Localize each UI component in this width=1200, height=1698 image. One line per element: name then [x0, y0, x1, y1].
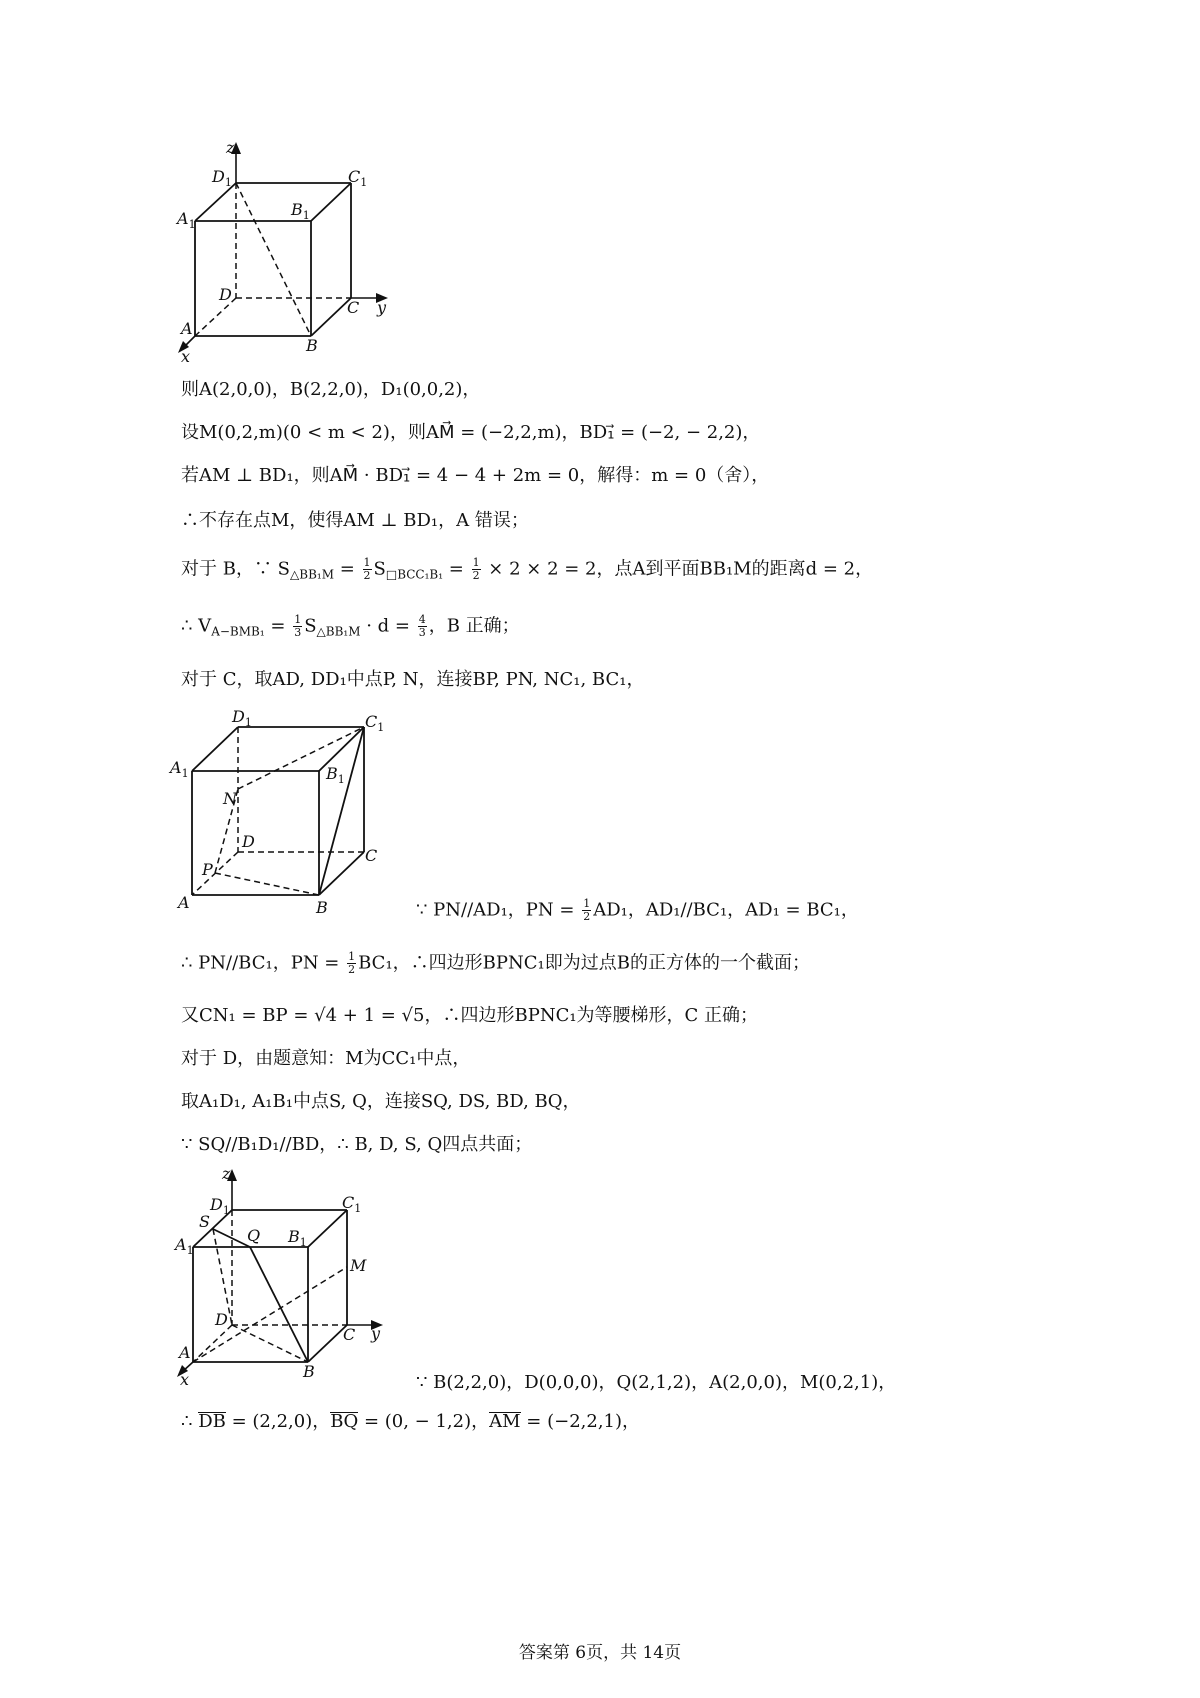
cube-diagram-3 [175, 1165, 415, 1405]
label-A: A [181, 319, 193, 338]
label-C: C [347, 298, 360, 317]
fraction-third: $\frac{1}{3}$ [294, 613, 302, 639]
label-D1: $D_1$ [210, 1195, 230, 1217]
label-C: C [343, 1325, 356, 1344]
label-P: P [202, 860, 213, 879]
text-line-6: ∴ $V_{A-BMB_1}$ = $\frac{1}{3}$ $S_{\triangle BB_1M} \cdot d$ = $\frac{4}{3}$ ，B 正确； [181, 613, 520, 639]
label-N: N [223, 789, 237, 808]
label-y: y [377, 298, 387, 317]
label-x: x [181, 347, 191, 366]
cube-diagram-2 [168, 703, 398, 923]
label-y: y [371, 1324, 381, 1343]
label-B1: $B_1$ [291, 200, 310, 222]
fraction-four-thirds: $\frac{4}{3}$ [418, 613, 426, 639]
label-A: A [179, 1343, 191, 1362]
text-line-3: 若AM ⊥ BD₁，则AM⃗ · BD₁⃗ = 4 − 4 + 2m = 0，解得：m = 0（舍）， [181, 465, 770, 486]
figure-cube-coordinates-1 [175, 140, 415, 380]
text-line-15: ∴ DB = (2,2,0)，BQ = (0, − 1,2)，AM = (−2,2,1)， [181, 1411, 641, 1432]
text-line-8: ∵ PN//AD₁，PN = $\frac{1}{2}$ AD₁，AD₁//BC₁，AD₁ = BC₁， [416, 897, 859, 923]
label-z: z [222, 1164, 231, 1183]
label-C1: $C_1$ [348, 167, 368, 189]
text-line-2: 设M(0,2,m)(0 < m < 2)，则AM⃗ = (−2,2,m)，BD₁⃗ = (−2, − 2,2)， [181, 422, 761, 443]
text-line-9: ∴ PN//BC₁，PN = $\frac{1}{2}$ BC₁，∴四边形BPNC₁即为过点B的正方体的一个截面； [181, 950, 810, 976]
figure-cube-coordinates-2 [175, 1165, 415, 1405]
label-A1: $A_1$ [175, 1235, 194, 1257]
label-D1: $D_1$ [212, 167, 232, 189]
fraction-half: $\frac{1}{2}$ [363, 556, 371, 582]
label-A1: $A_1$ [170, 758, 189, 780]
text-line-14: ∵ B(2,2,0)，D(0,0,0)，Q(2,1,2)，A(2,0,0)，M(0,2,1)， [416, 1372, 897, 1393]
label-D1: $D_1$ [232, 707, 252, 729]
cube-diagram-1 [175, 140, 415, 380]
text-line-13: ∵ SQ//B₁D₁//BD，∴ B, D, S, Q四点共面； [181, 1134, 533, 1155]
text-line-1: 则A(2,0,0)，B(2,2,0)，D₁(0,0,2)， [181, 379, 481, 400]
fraction-half: $\frac{1}{2}$ [348, 950, 356, 976]
label-B1: $B_1$ [326, 764, 345, 786]
label-B: B [306, 336, 318, 355]
label-Q: Q [247, 1226, 261, 1245]
label-M: M [350, 1256, 367, 1275]
text-line-10: 又CN₁ = BP = √4 + 1 = √5，∴四边形BPNC₁为等腰梯形，C 正确； [181, 1005, 759, 1026]
label-C1: $C_1$ [365, 712, 385, 734]
label-A1: $A_1$ [177, 209, 196, 231]
label-D: D [242, 832, 255, 851]
label-D: D [219, 285, 232, 304]
label-B: B [316, 898, 328, 917]
text-line-7: 对于 C，取AD, DD₁中点P, N，连接BP, PN, NC₁, BC₁， [181, 669, 645, 690]
fraction-half: $\frac{1}{2}$ [472, 556, 480, 582]
text-line-5: 对于 B，∵ $S_{\triangle BB_1M}$ = $\frac{1}{2}$ $S_{□BCC_1B_1}$ = $\frac{1}{2}$ × 2 × 2 = 2，点A到平面BB₁M的距离d = 2， [181, 556, 874, 582]
label-S: S [199, 1212, 210, 1231]
figure-cube-section [168, 703, 398, 923]
label-B: B [303, 1362, 315, 1381]
label-D: D [215, 1310, 228, 1329]
label-A: A [178, 893, 190, 912]
page-footer: 答案第 6页，共 14页 [518, 1643, 682, 1663]
label-x: x [180, 1370, 190, 1389]
fraction-half: $\frac{1}{2}$ [583, 897, 591, 923]
label-z: z [226, 138, 235, 157]
label-C: C [365, 846, 378, 865]
text-line-11: 对于 D，由题意知：M为CC₁中点， [181, 1048, 471, 1069]
text-line-12: 取A₁D₁, A₁B₁中点S, Q，连接SQ, DS, BD, BQ， [181, 1091, 581, 1112]
label-B1: $B_1$ [288, 1227, 307, 1249]
label-C1: $C_1$ [342, 1193, 362, 1215]
text-line-4: ∴不存在点M，使得AM ⊥ BD₁，A 错误； [181, 510, 529, 531]
